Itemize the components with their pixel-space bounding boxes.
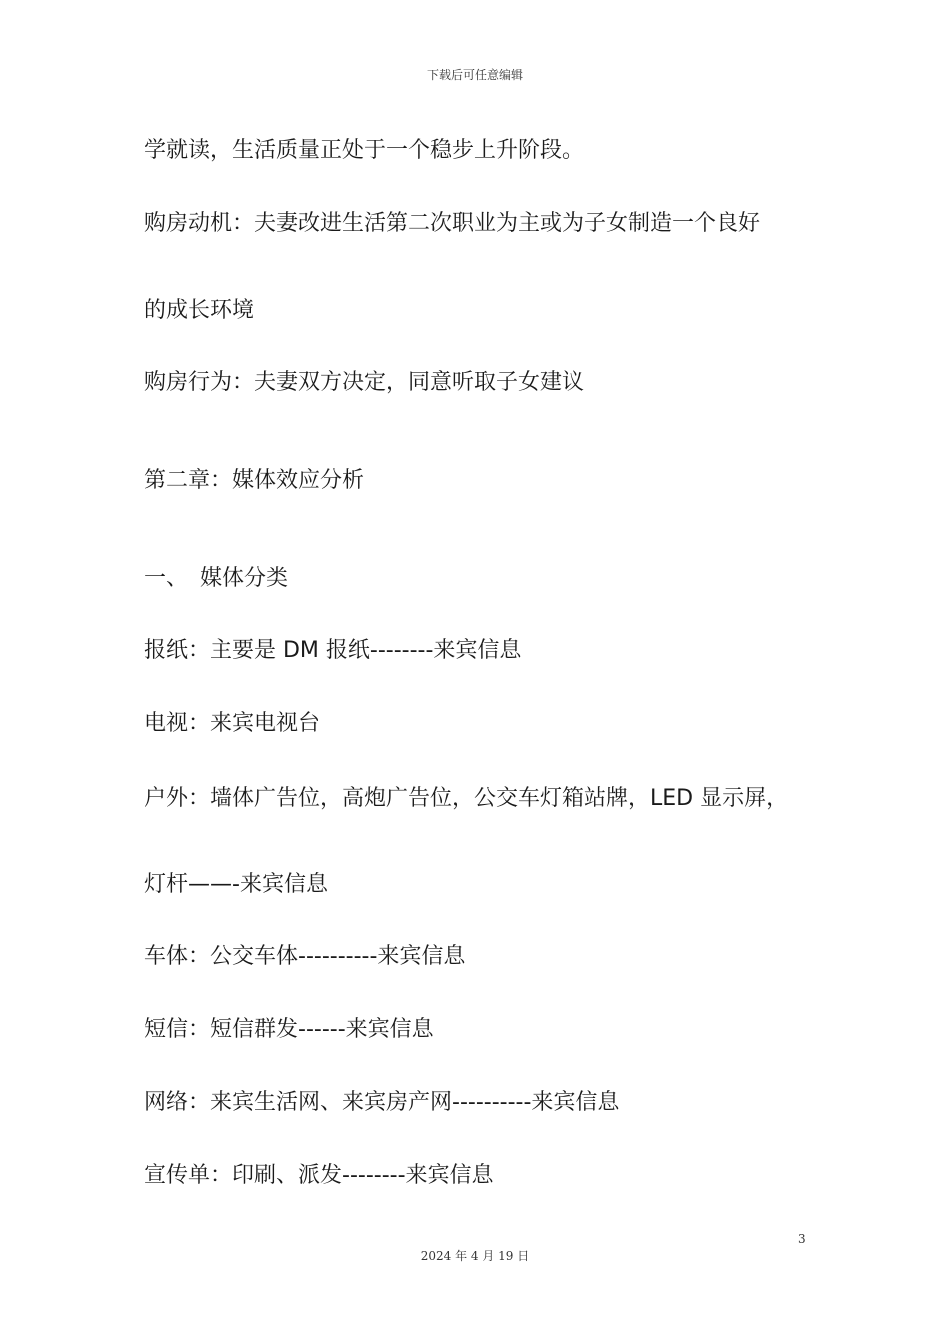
text-line-1: 学就读，生活质量正处于一个稳步上升阶段。 bbox=[144, 138, 585, 163]
text-line-tv: 电视：来宾电视台 bbox=[144, 711, 321, 736]
text-line-outdoor: 户外：墙体广告位，高炮广告位，公交车灯箱站牌，LED 显示屏， bbox=[144, 786, 789, 811]
text-line-outdoor-cont: 灯杆——-来宾信息 bbox=[144, 872, 328, 897]
text-line-sms: 短信：短信群发------来宾信息 bbox=[144, 1017, 434, 1042]
section-number: 一、 bbox=[144, 566, 189, 591]
text-line-flyer: 宣传单：印刷、派发--------来宾信息 bbox=[144, 1163, 494, 1188]
text-line-newspaper: 报纸：主要是 DM 报纸--------来宾信息 bbox=[144, 638, 522, 663]
page-header-note: 下载后可任意编辑 bbox=[426, 68, 523, 82]
text-line-web: 网络：来宾生活网、来宾房产网----------来宾信息 bbox=[144, 1090, 620, 1115]
section-title: 媒体分类 bbox=[200, 566, 289, 591]
text-line-4: 购房行为：夫妻双方决定，同意听取子女建议 bbox=[144, 370, 585, 395]
section-heading bbox=[144, 564, 288, 594]
chapter-heading: 第二章：媒体效应分析 bbox=[144, 468, 365, 493]
page-footer-date: 2024 年 4 月 19 日 bbox=[420, 1249, 530, 1263]
text-line-2: 购房动机：夫妻改进生活第二次职业为主或为子女制造一个良好 bbox=[144, 211, 761, 236]
text-line-vehicle: 车体：公交车体----------来宾信息 bbox=[144, 944, 466, 969]
page-number: 3 bbox=[798, 1232, 806, 1246]
text-line-3: 的成长环境 bbox=[144, 298, 255, 323]
